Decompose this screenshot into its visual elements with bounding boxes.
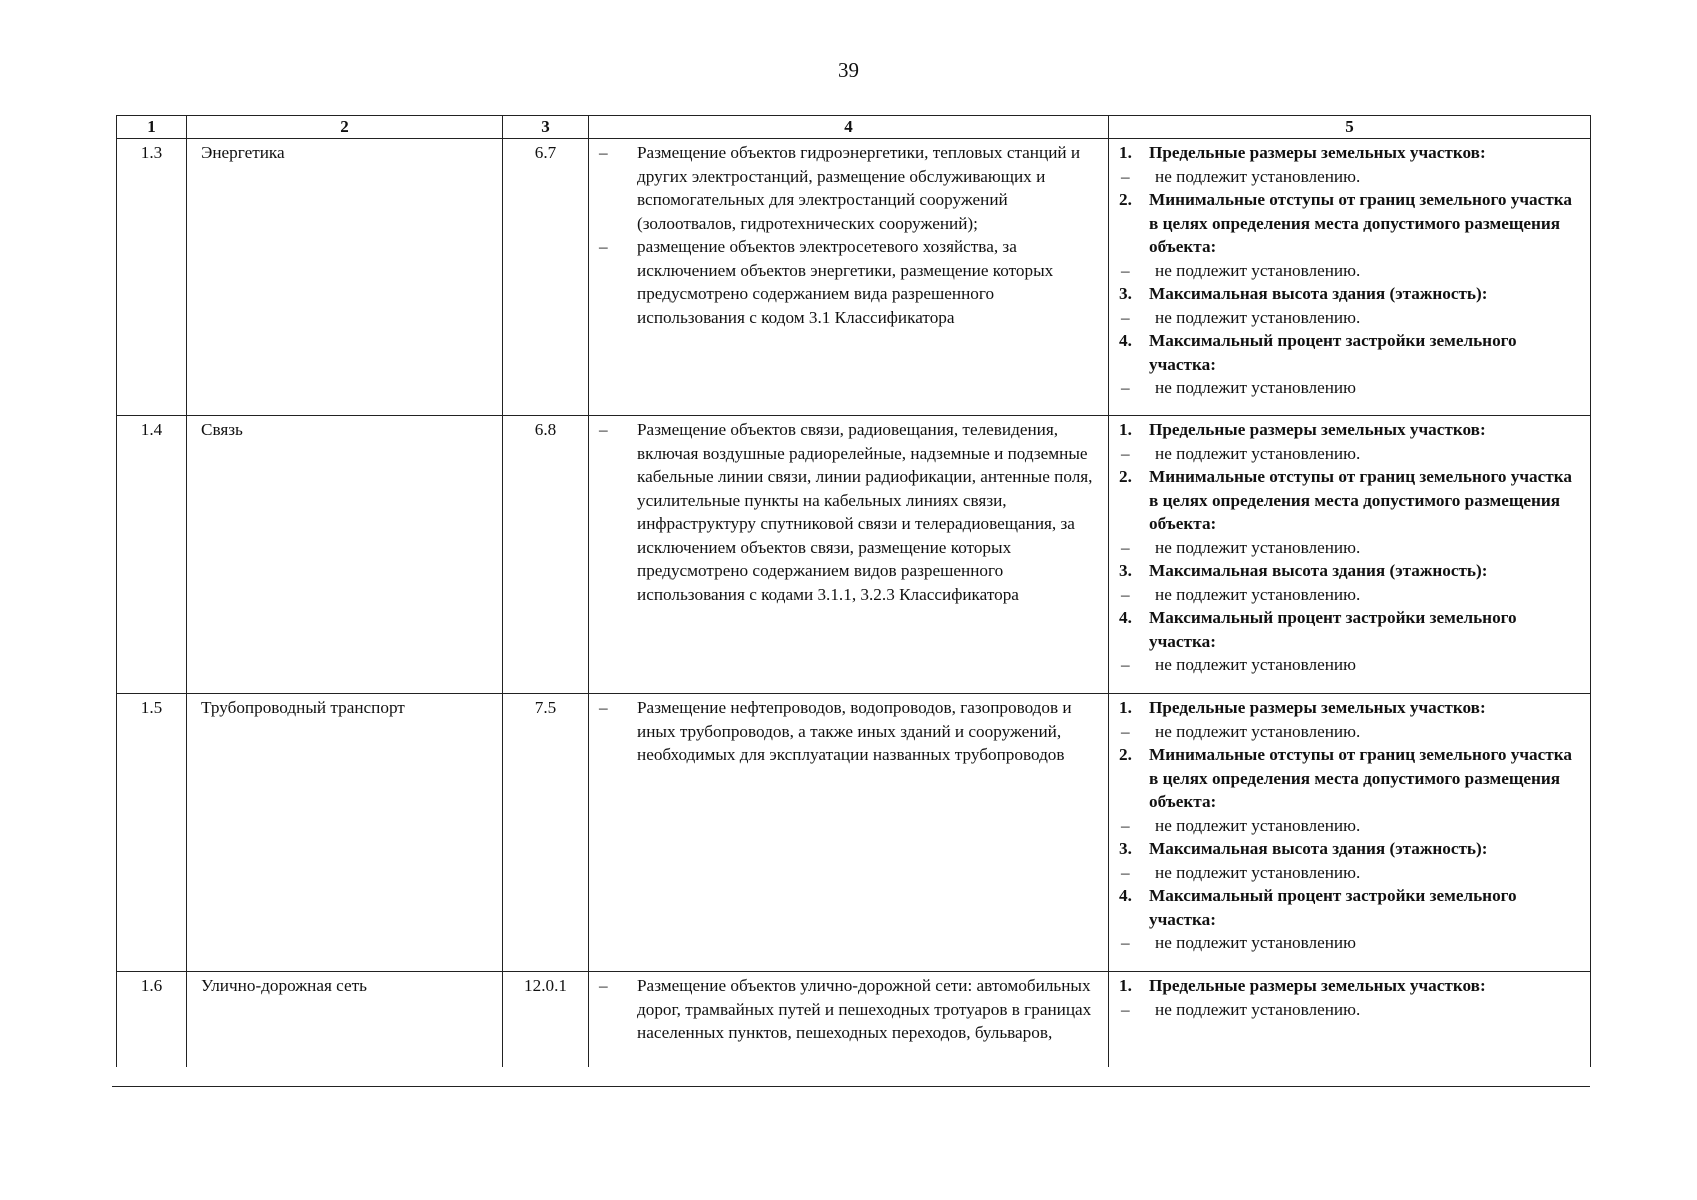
- use-type-code: 12.0.1: [503, 972, 589, 1067]
- parameter-value: [1119, 814, 1580, 838]
- dash-bullet: –: [1121, 999, 1130, 1019]
- parameter-number: 1.: [1119, 976, 1132, 995]
- parameters-cell: [1109, 416, 1591, 694]
- parameter-value: [1119, 536, 1580, 560]
- dash-bullet: –: [1121, 378, 1130, 397]
- dash-bullet: –: [1121, 933, 1130, 952]
- page-number: 39: [838, 58, 859, 82]
- use-type-name: Связь: [187, 416, 503, 694]
- row-number: 1.6: [117, 972, 187, 1067]
- description-text: Размещение объектов улично-дорожной сети: автомобильных дорог, трамвайных путей и пешеходных тротуаров в границах населенных пунктов, пешеходных переходов, бульваров,: [637, 976, 1092, 1042]
- parameter-heading: [1119, 329, 1580, 376]
- parameter-value-text: не подлежит установлению: [1155, 933, 1356, 952]
- parameter-value: [1119, 998, 1580, 1022]
- parameter-value: [1119, 165, 1580, 189]
- parameter-heading: [1119, 606, 1580, 653]
- parameter-value-text: не подлежит установлению.: [1155, 537, 1361, 557]
- parameter-number: 3.: [1119, 839, 1132, 858]
- regulations-table: [116, 115, 1591, 1067]
- parameter-value: [1119, 376, 1580, 400]
- parameter-heading: [1119, 188, 1580, 259]
- column-header-4: 4: [589, 116, 1109, 139]
- parameter-number: 1.: [1119, 420, 1132, 439]
- parameter-number: 1.: [1119, 698, 1132, 717]
- description-item: [599, 418, 1094, 606]
- parameter-value-text: не подлежит установлению: [1155, 655, 1356, 674]
- dash-bullet: –: [1121, 862, 1130, 882]
- dash-bullet: –: [599, 237, 608, 256]
- parameter-number: 2.: [1119, 467, 1132, 486]
- description-text: Размещение нефтепроводов, водопроводов, газопроводов и иных трубопроводов, а также иных зданий и сооружений, необходимых для эксплуатации названных трубопроводов: [637, 698, 1072, 764]
- parameter-value: [1119, 259, 1580, 283]
- dash-bullet: –: [1121, 655, 1130, 674]
- parameter-value-text: не подлежит установлению.: [1155, 443, 1361, 463]
- parameters-cell: [1109, 139, 1591, 416]
- parameter-title: Предельные размеры земельных участков:: [1149, 698, 1486, 717]
- parameter-title: Максимальная высота здания (этажность):: [1149, 284, 1488, 303]
- use-type-name: Трубопроводный транспорт: [187, 694, 503, 972]
- parameter-heading: [1119, 743, 1580, 814]
- parameter-number: 3.: [1119, 561, 1132, 580]
- parameter-value: [1119, 583, 1580, 607]
- parameter-value: [1119, 653, 1580, 677]
- parameter-title: Предельные размеры земельных участков:: [1149, 143, 1486, 162]
- dash-bullet: –: [1121, 584, 1130, 604]
- parameter-heading: [1119, 837, 1580, 861]
- dash-bullet: –: [1121, 443, 1130, 463]
- dash-bullet: –: [599, 143, 608, 162]
- parameters-cell: [1109, 972, 1591, 1067]
- bottom-rule: [112, 1086, 1590, 1087]
- parameter-value-text: не подлежит установлению.: [1155, 999, 1361, 1019]
- parameter-value: [1119, 442, 1580, 466]
- column-header-1: 1: [117, 116, 187, 139]
- parameter-number: 4.: [1119, 331, 1132, 350]
- use-type-description: [589, 972, 1109, 1067]
- parameter-title: Минимальные отступы от границ земельного участка в целях определения места допустимого размещения объекта:: [1149, 467, 1572, 533]
- row-number: 1.4: [117, 416, 187, 694]
- description-item: [599, 141, 1094, 235]
- parameter-value-text: не подлежит установлению: [1155, 378, 1356, 397]
- parameter-value-text: не подлежит установлению.: [1155, 862, 1361, 882]
- dash-bullet: –: [1121, 815, 1130, 835]
- description-item: [599, 974, 1094, 1045]
- parameter-title: Минимальные отступы от границ земельного участка в целях определения места допустимого размещения объекта:: [1149, 190, 1572, 256]
- parameter-title: Максимальный процент застройки земельного участка:: [1149, 331, 1517, 374]
- parameter-number: 4.: [1119, 886, 1132, 905]
- description-text: Размещение объектов связи, радиовещания, телевидения, включая воздушные радиорелейные, надземные и подземные кабельные линии связи, линии радиофикации, антенные поля, усилительные пункты на кабельных линиях связи, инфраструктуру спутниковой связи и телерадиовещания, за исключением объектов связи, размещение которых предусмотрено содержанием видов разрешенного использования с кодами 3.1.1, 3.2.3 Классификатора: [637, 420, 1093, 604]
- parameter-number: 2.: [1119, 190, 1132, 209]
- parameter-number: 2.: [1119, 745, 1132, 764]
- description-text: размещение объектов электросетевого хозяйства, за исключением объектов энергетики, размещение которых предусмотрено содержанием вида разрешенного использования с кодом 3.1 Классификатора: [637, 237, 1054, 327]
- parameter-heading: [1119, 465, 1580, 536]
- table-header-row: [117, 116, 1591, 139]
- column-header-5: 5: [1109, 116, 1591, 139]
- description-item: [599, 235, 1094, 329]
- table-row: [117, 972, 1591, 1067]
- use-type-code: 6.7: [503, 139, 589, 416]
- parameter-value-text: не подлежит установлению.: [1155, 166, 1361, 186]
- parameter-value-text: не подлежит установлению.: [1155, 815, 1361, 835]
- dash-bullet: –: [1121, 260, 1130, 280]
- parameter-title: Предельные размеры земельных участков:: [1149, 420, 1486, 439]
- dash-bullet: –: [1121, 537, 1130, 557]
- row-number: 1.3: [117, 139, 187, 416]
- dash-bullet: –: [1121, 307, 1130, 327]
- use-type-code: 6.8: [503, 416, 589, 694]
- table-row: [117, 416, 1591, 694]
- table-body: [117, 139, 1591, 1067]
- parameters-cell: [1109, 694, 1591, 972]
- use-type-name: Энергетика: [187, 139, 503, 416]
- parameter-title: Предельные размеры земельных участков:: [1149, 976, 1486, 995]
- parameter-number: 1.: [1119, 143, 1132, 162]
- table-row: [117, 694, 1591, 972]
- dash-bullet: –: [1121, 166, 1130, 186]
- use-type-description: [589, 694, 1109, 972]
- dash-bullet: –: [599, 698, 608, 717]
- dash-bullet: –: [1121, 721, 1130, 741]
- parameter-value-text: не подлежит установлению.: [1155, 721, 1361, 741]
- use-type-code: 7.5: [503, 694, 589, 972]
- parameter-value: [1119, 861, 1580, 885]
- parameter-heading: [1119, 696, 1580, 720]
- dash-bullet: –: [599, 420, 608, 439]
- parameter-heading: [1119, 974, 1580, 998]
- parameter-title: Минимальные отступы от границ земельного участка в целях определения места допустимого размещения объекта:: [1149, 745, 1572, 811]
- parameter-number: 3.: [1119, 284, 1132, 303]
- parameter-heading: [1119, 884, 1580, 931]
- dash-bullet: –: [599, 976, 608, 995]
- parameter-heading: [1119, 282, 1580, 306]
- parameter-title: Максимальный процент застройки земельного участка:: [1149, 608, 1517, 651]
- parameter-value: [1119, 931, 1580, 955]
- row-number: 1.5: [117, 694, 187, 972]
- use-type-name: Улично-дорожная сеть: [187, 972, 503, 1067]
- parameter-value-text: не подлежит установлению.: [1155, 260, 1361, 280]
- use-type-description: [589, 416, 1109, 694]
- parameter-value: [1119, 720, 1580, 744]
- parameter-title: Максимальный процент застройки земельного участка:: [1149, 886, 1517, 929]
- parameter-heading: [1119, 559, 1580, 583]
- description-item: [599, 696, 1094, 767]
- parameter-title: Максимальная высота здания (этажность):: [1149, 839, 1488, 858]
- use-type-description: [589, 139, 1109, 416]
- parameter-heading: [1119, 141, 1580, 165]
- parameter-value: [1119, 306, 1580, 330]
- parameter-heading: [1119, 418, 1580, 442]
- parameter-number: 4.: [1119, 608, 1132, 627]
- parameter-value-text: не подлежит установлению.: [1155, 584, 1361, 604]
- column-header-2: 2: [187, 116, 503, 139]
- parameter-value-text: не подлежит установлению.: [1155, 307, 1361, 327]
- description-text: Размещение объектов гидроэнергетики, тепловых станций и других электростанций, размещение обслуживающих и вспомогательных для электростанций сооружений (золоотвалов, гидротехнических сооружений);: [637, 143, 1081, 233]
- table-row: [117, 139, 1591, 416]
- column-header-3: 3: [503, 116, 589, 139]
- parameter-title: Максимальная высота здания (этажность):: [1149, 561, 1488, 580]
